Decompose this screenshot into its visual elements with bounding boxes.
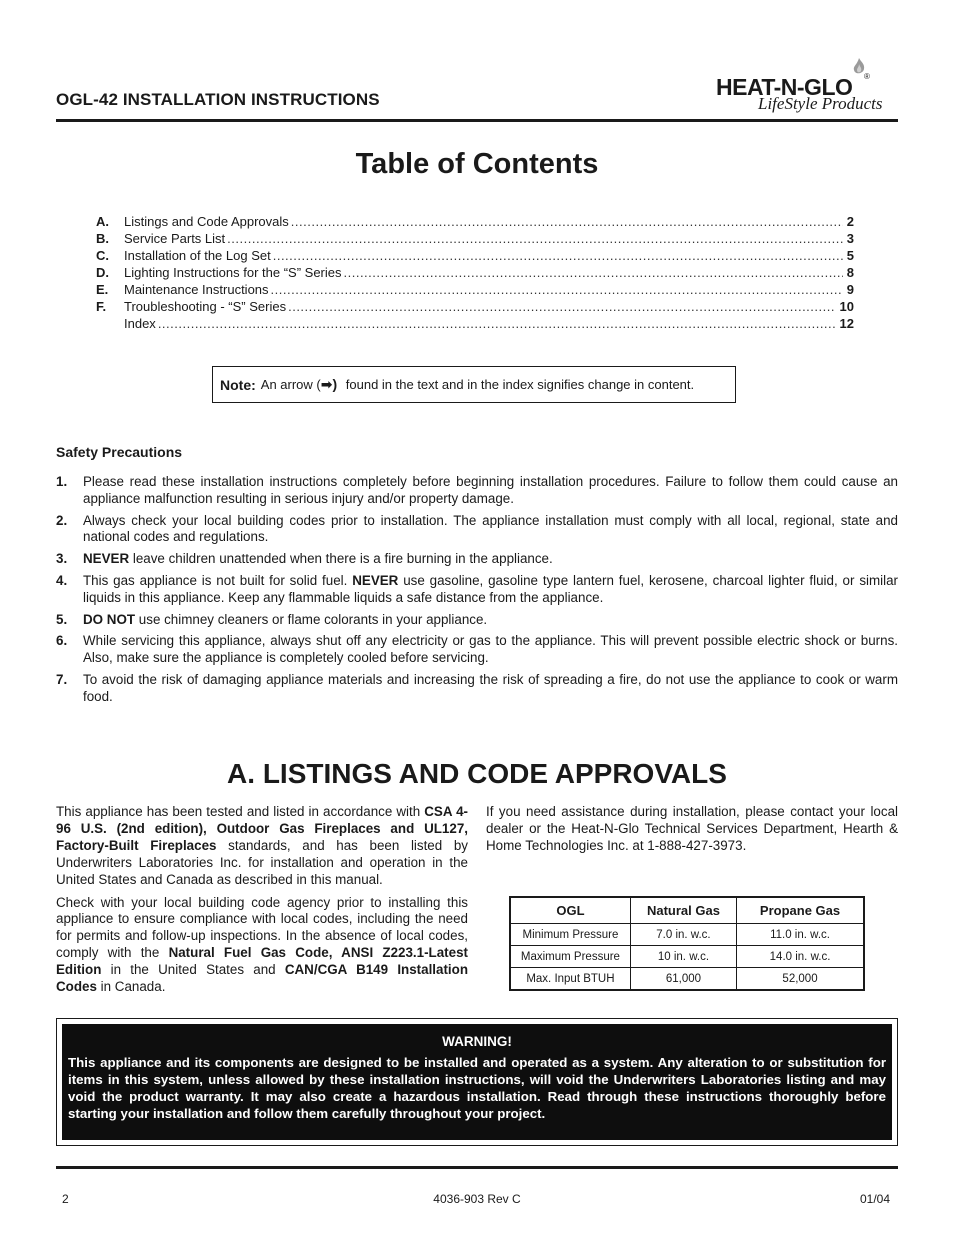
toc-dot-leader xyxy=(158,316,836,331)
safety-item xyxy=(56,572,902,607)
document-date: 01/04 xyxy=(859,1192,890,1206)
code-standard-text: CAN/CGA B149 Installation Codes xyxy=(56,962,472,995)
arrow-icon: ➡) xyxy=(320,376,338,392)
toc-entry-label: Installation of the Log Set xyxy=(124,248,271,263)
toc-entry-letter: C. xyxy=(96,248,109,263)
logo-subtitle: LifeStyle Products xyxy=(758,94,883,113)
note-text-after: found in the text and in the index signifies change in content. xyxy=(342,377,695,392)
toc-entry-letter: A. xyxy=(96,214,109,229)
safety-item xyxy=(56,551,898,568)
toc-entry-label: Lighting Instructions for the “S” Series xyxy=(124,265,342,280)
listings-text: Check with your local building code agency prior to installing this appliance to ensure compliance with local codes, including the need for permits and follow-up inspections. In the absence of local codes, comply with the xyxy=(56,894,472,961)
toc-entry[interactable] xyxy=(96,248,854,265)
safety-item-number: 1. xyxy=(56,474,68,489)
toc-heading: Table of Contents xyxy=(355,148,599,180)
toc-dot-leader xyxy=(288,299,835,314)
safety-list xyxy=(56,474,902,711)
logo-registered-mark: ® xyxy=(864,72,870,81)
listings-text: standards, and has been listed by Underwriters Laboratories Inc. for installation and operation in the United States and Canada as described in this manual. xyxy=(56,837,472,887)
safety-item-text: Always check your local building codes prior to installation. The appliance installation must comply with all local, regional, state and national codes and regulations. xyxy=(83,512,902,545)
safety-item xyxy=(56,671,902,706)
safety-item-number: 3. xyxy=(56,551,68,567)
emphasis-text: NEVER xyxy=(83,551,130,567)
footer-rule xyxy=(56,1166,898,1169)
toc-dot-leader xyxy=(344,265,843,280)
table-cell: 14.0 in. w.c. xyxy=(737,946,864,968)
table-of-contents xyxy=(96,214,854,333)
toc-entry-letter: E. xyxy=(96,282,109,297)
toc-entry-page: 3 xyxy=(846,231,854,246)
safety-item-text: use gasoline, gasoline type lantern fuel, kerosene, charcoal lighter fluid, or similar liquids in this appliance. Keep any flammable liquids a safe distance from the appliance. xyxy=(83,572,902,605)
toc-dot-leader xyxy=(271,282,843,297)
table-cell: 52,000 xyxy=(737,968,864,991)
emphasis-text: DO NOT xyxy=(83,611,136,627)
table-cell: Minimum Pressure xyxy=(510,924,630,946)
toc-entry-label: Index xyxy=(124,316,156,331)
safety-item-text: This gas appliance is not built for solid fuel. xyxy=(83,572,353,588)
table-cell: Max. Input BTUH xyxy=(510,968,630,991)
safety-item-text: use chimney cleaners or flame colorants in your appliance. xyxy=(135,611,488,627)
table-cell: 10 in. w.c. xyxy=(630,946,736,968)
assistance-paragraph: If you need assistance during installation, please contact your local dealer or the Heat-N-Glo Technical Services Department, Hearth & Home Technologies Inc. at 1-888-427-3973. xyxy=(486,804,898,853)
safety-item xyxy=(56,633,901,667)
toc-entry[interactable] xyxy=(96,282,854,299)
safety-item-number: 4. xyxy=(56,572,68,588)
section-a-heading: A. LISTINGS AND CODE APPROVALS xyxy=(227,758,727,789)
table-cell: Maximum Pressure xyxy=(510,946,630,968)
safety-item xyxy=(56,612,898,629)
note-text-before: An arrow ( xyxy=(260,377,321,392)
toc-entry-page: 8 xyxy=(846,265,854,280)
toc-entry-page: 10 xyxy=(839,299,854,314)
toc-entry-label: Maintenance Instructions xyxy=(124,282,269,297)
toc-entry[interactable] xyxy=(96,214,854,231)
warning-box xyxy=(62,1024,892,1140)
table-header-cell: Propane Gas xyxy=(737,897,864,924)
code-standard-text: Natural Fuel Gas Code, ANSI Z223.1-Latest Edition xyxy=(56,945,472,978)
document-header-title: OGL-42 INSTALLATION INSTRUCTIONS xyxy=(56,90,380,109)
header-rule xyxy=(56,119,898,122)
toc-entry-letter: D. xyxy=(96,265,109,280)
table-cell: 7.0 in. w.c. xyxy=(630,924,736,946)
safety-item-number: 5. xyxy=(56,611,68,627)
table-cell: 11.0 in. w.c. xyxy=(737,924,864,946)
table-row xyxy=(510,924,864,946)
safety-item-text: To avoid the risk of damaging appliance materials and increasing the risk of spreading a fire, do not use the appliance to cook or warm food. xyxy=(83,671,902,704)
listings-text: in Canada. xyxy=(96,979,166,995)
warning-title: WARNING! xyxy=(442,1034,512,1049)
document-number: 4036-903 Rev C xyxy=(433,1192,521,1206)
toc-entry-label: Troubleshooting - “S” Series xyxy=(124,299,287,314)
toc-entry-label: Listings and Code Approvals xyxy=(124,214,289,229)
toc-entry-page: 12 xyxy=(839,316,854,331)
listings-paragraph xyxy=(56,804,472,889)
safety-item xyxy=(56,474,902,508)
toc-entry[interactable] xyxy=(96,299,854,316)
safety-item-number: 6. xyxy=(56,633,68,649)
note-box xyxy=(212,366,736,403)
table-row xyxy=(510,968,864,991)
toc-dot-leader xyxy=(291,214,843,229)
listings-left-column xyxy=(56,804,472,1002)
listings-text: This appliance has been tested and listed in accordance with xyxy=(56,804,425,819)
toc-entry-page: 2 xyxy=(846,214,854,229)
listings-text: in the United States and xyxy=(101,962,285,978)
toc-dot-leader xyxy=(273,248,843,263)
listings-right-column xyxy=(486,804,898,855)
gas-specifications-table xyxy=(509,896,865,991)
emphasis-text: NEVER xyxy=(352,572,399,588)
toc-entry-page: 9 xyxy=(846,282,854,297)
warning-body: This appliance and its components are designed to be installed and operated as a system. Any alteration to or substitution for items in this system, unless allowed by these installation instructions, will void the Underwriters Laboratories listing and may void the product warranty. It may also create a hazardous installation. Read through these instructions thoroughly before starting your installation and follow them carefully throughout your project. xyxy=(68,1055,886,1121)
table-row xyxy=(510,946,864,968)
page-number: 2 xyxy=(62,1192,69,1206)
table-header-cell: Natural Gas xyxy=(630,897,736,924)
note-label: Note: xyxy=(220,376,256,393)
toc-entry[interactable] xyxy=(96,316,854,333)
toc-entry-letter: B. xyxy=(96,231,109,246)
logo-wordmark: HEAT-N-GLO xyxy=(716,74,853,100)
safety-item-text: Please read these installation instructions completely before beginning installation procedures. Failure to follow them could cause an appliance malfunction resulting in serious injury and/or property damage. xyxy=(83,474,902,506)
table-cell: 61,000 xyxy=(630,968,736,991)
table-header-row xyxy=(510,897,864,924)
toc-entry[interactable] xyxy=(96,231,854,248)
safety-item-number: 2. xyxy=(56,512,68,528)
safety-heading: Safety Precautions xyxy=(56,444,183,460)
listings-paragraph xyxy=(56,894,472,996)
safety-item-text: While servicing this appliance, always shut off any electricity or gas to the appliance. This will prevent possible electric shock or burns. Also, make sure the appliance is completely cooled before servicing. xyxy=(83,633,901,666)
toc-entry[interactable] xyxy=(96,265,854,282)
table-header-cell: OGL xyxy=(510,897,630,924)
code-standard-text: CSA 4-96 U.S. (2nd edition), Outdoor Gas Fireplaces and UL127, Factory-Built Fireplaces xyxy=(56,804,472,853)
toc-entry-page: 5 xyxy=(846,248,854,263)
toc-entry-letter: F. xyxy=(96,299,107,314)
heat-n-glo-logo xyxy=(716,58,891,116)
toc-dot-leader xyxy=(227,231,843,246)
toc-entry-label: Service Parts List xyxy=(124,231,226,246)
safety-item-text: leave children unattended when there is a fire burning in the appliance. xyxy=(129,551,553,567)
safety-item xyxy=(56,512,902,547)
safety-item-number: 7. xyxy=(56,671,68,687)
